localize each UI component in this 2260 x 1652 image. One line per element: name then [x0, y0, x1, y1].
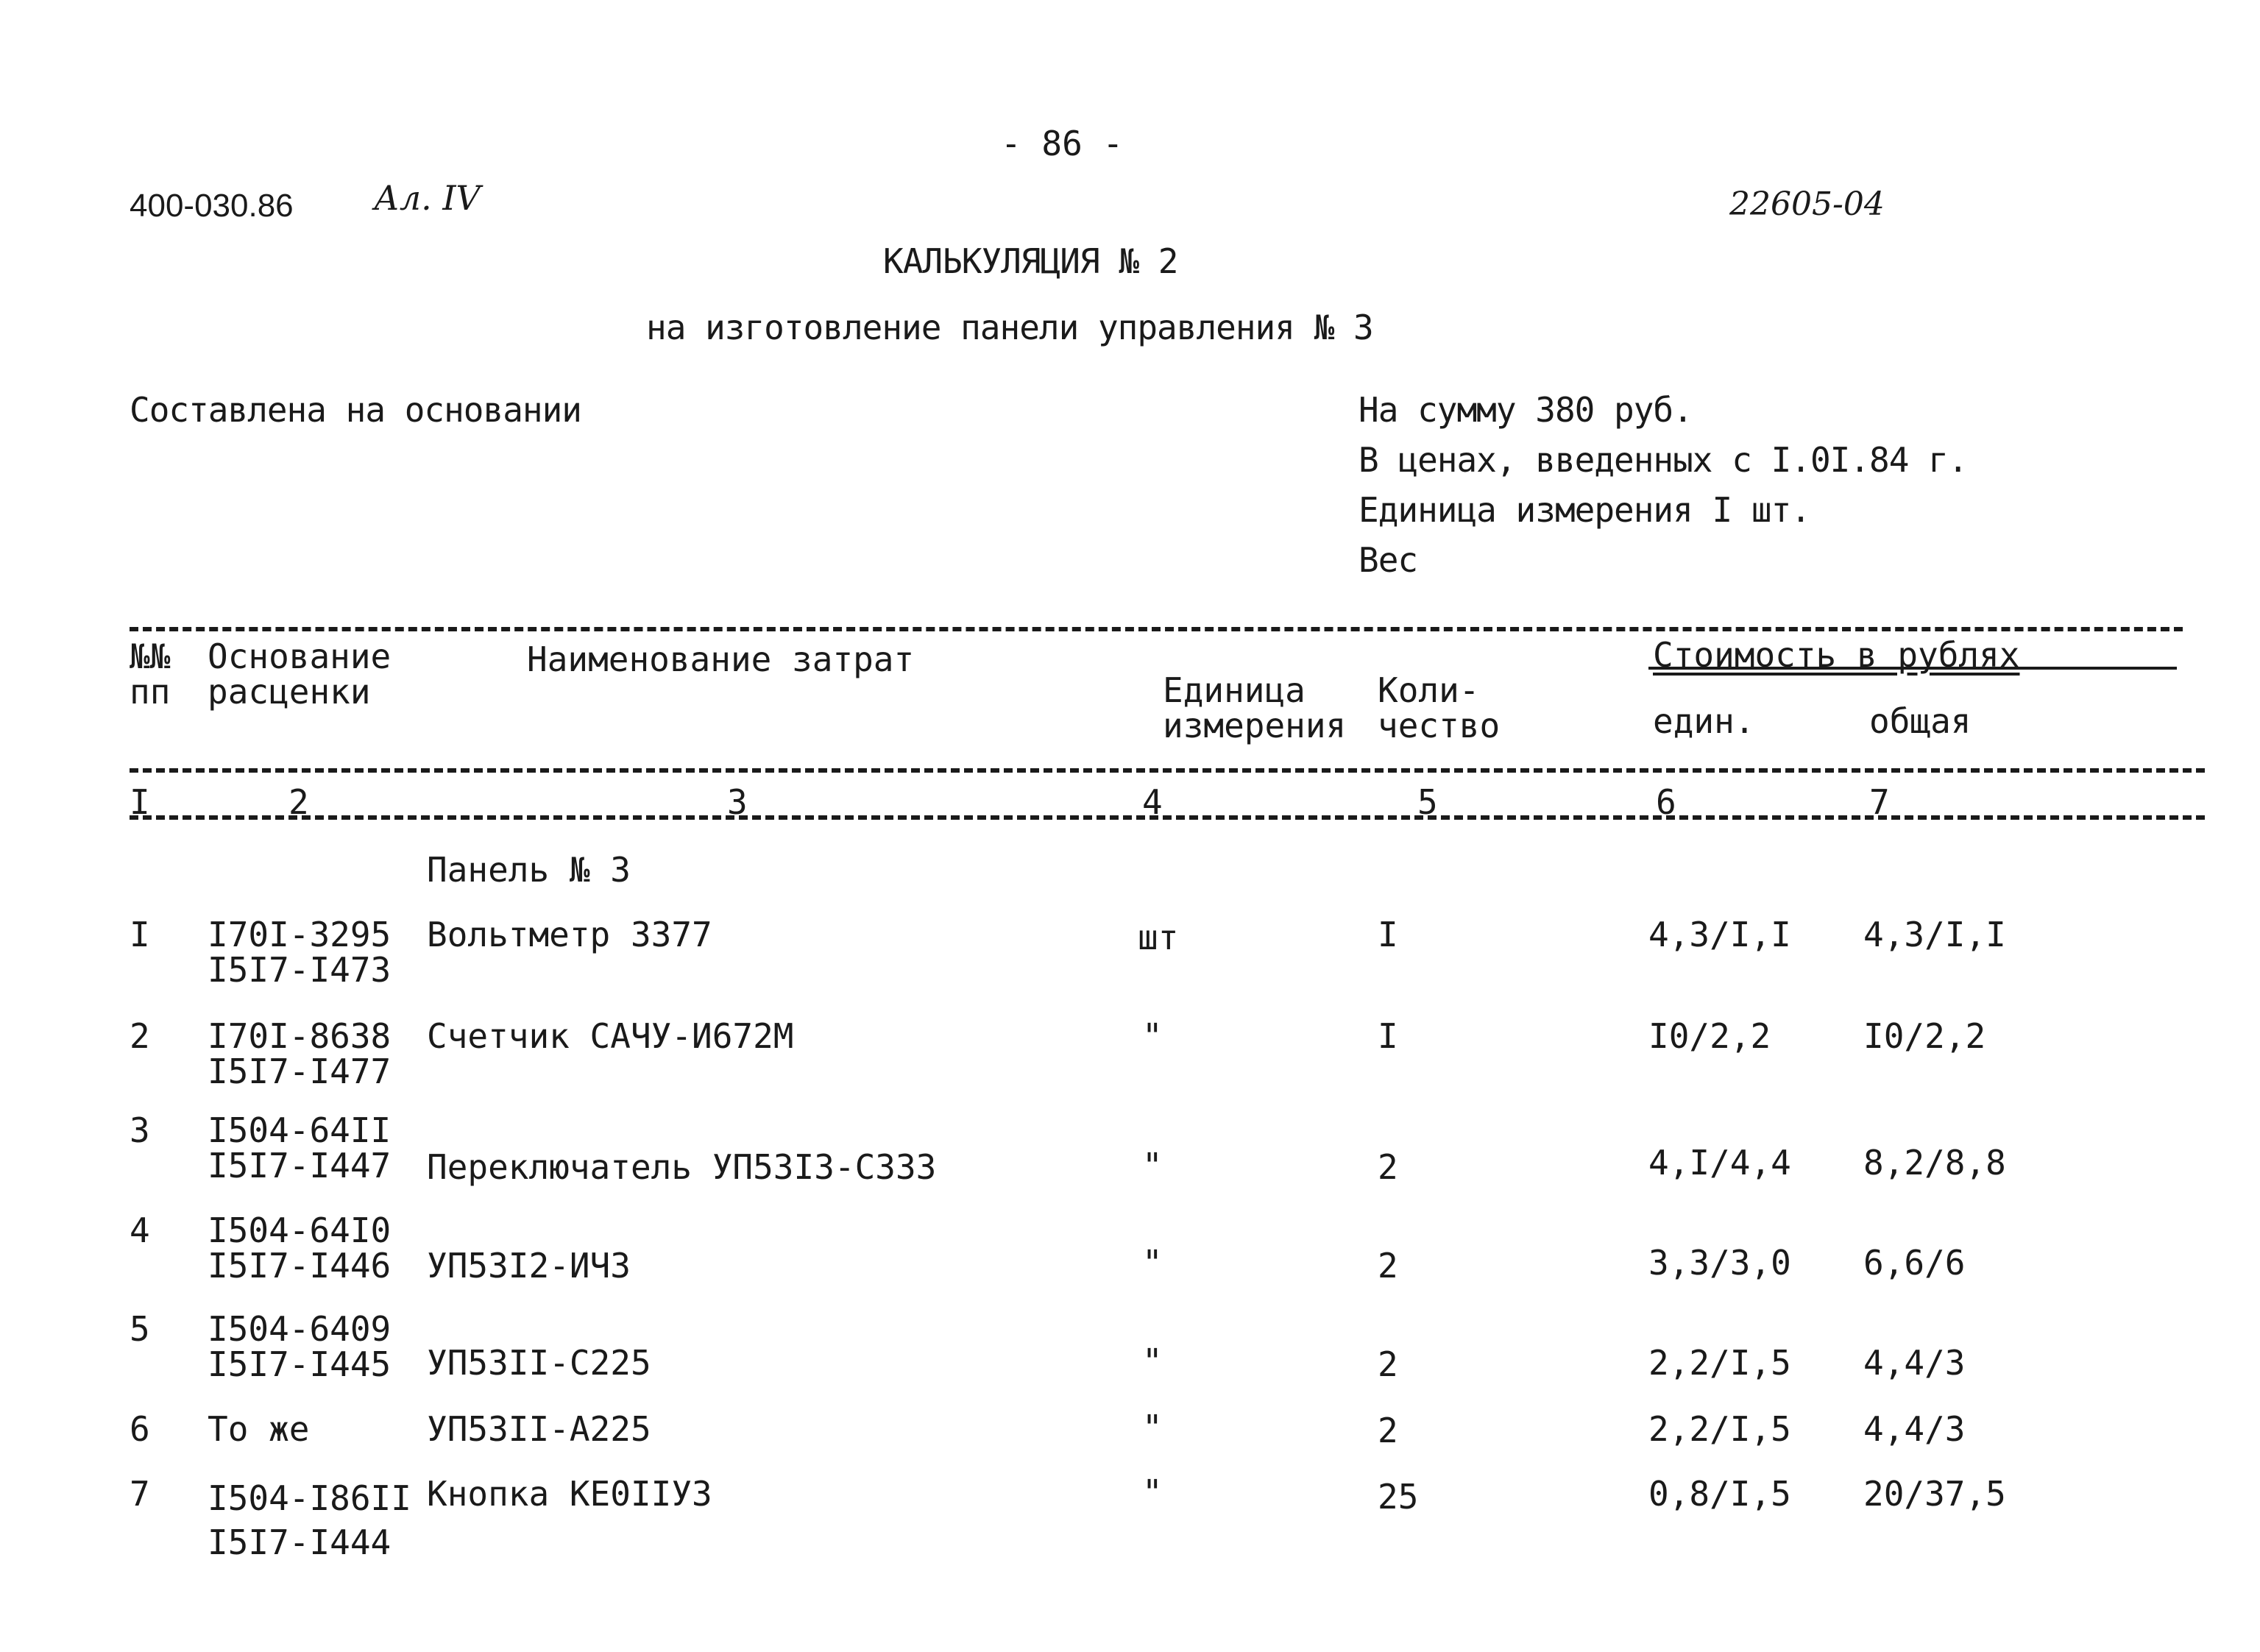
row-total: 4,3/I,I: [1863, 915, 2006, 954]
column-number-4: 4: [1142, 782, 1163, 822]
info-sum: На сумму 380 руб.: [1359, 390, 1693, 430]
info-prices: В ценах, введенных с I.0I.84 г.: [1359, 440, 1968, 480]
column-number-1: I: [130, 782, 150, 822]
table-top-rule: [130, 627, 2183, 631]
row-qty: 2: [1378, 1246, 1398, 1286]
header-cost-unit: един.: [1653, 701, 1755, 741]
row-total: 8,2/8,8: [1863, 1143, 2006, 1183]
header-qty-line2: чество: [1378, 706, 1501, 745]
row-price: 4,3/I,I: [1648, 915, 1791, 954]
row-name: Счетчик САЧУ-И672М: [427, 1016, 794, 1056]
header-basis-line1: Основание: [208, 637, 392, 676]
column-number-6: 6: [1656, 782, 1676, 822]
row-name: Вольтметр 3377: [427, 915, 712, 954]
row-basis: I504-6409 I5I7-I445: [208, 1309, 392, 1384]
row-unit: ": [1142, 1472, 1163, 1512]
column-number-2: 2: [288, 782, 309, 822]
row-basis: I504-I86II I5I7-I444: [208, 1478, 411, 1562]
row-price: 4,I/4,4: [1648, 1143, 1791, 1183]
row-unit: ": [1142, 1341, 1163, 1381]
basis-label: Составлена на основании: [130, 390, 581, 430]
header-num-line2: пп: [130, 672, 171, 712]
document-code: 400-030.86: [130, 188, 294, 224]
row-qty: I: [1378, 1016, 1398, 1056]
row-qty: 25: [1378, 1477, 1419, 1517]
row-price: I0/2,2: [1648, 1016, 1771, 1056]
header-bottom-rule: [130, 768, 2205, 773]
row-basis: I70I-3295 I5I7-I473: [208, 915, 392, 990]
row-qty: I: [1378, 915, 1398, 954]
row-unit: шт: [1138, 918, 1179, 957]
row-unit: ": [1142, 1146, 1163, 1185]
row-unit: ": [1142, 1243, 1163, 1283]
row-price: 0,8/I,5: [1648, 1474, 1791, 1514]
header-cost: Стоимость в рублях: [1653, 635, 2020, 675]
info-unit: Единица измерения I шт.: [1359, 490, 1810, 530]
header-unit-line2: измерения: [1163, 706, 1347, 745]
row-name: УП53II-А225: [427, 1409, 651, 1449]
column-number-7: 7: [1869, 782, 1890, 822]
header-cost-total: общая: [1869, 701, 1972, 741]
row-number: 5: [130, 1309, 150, 1349]
document-subtitle: на изготовление панели управления № 3: [646, 308, 1373, 347]
row-price: 2,2/I,5: [1648, 1409, 1791, 1449]
header-basis-line2: расценки: [208, 672, 371, 712]
header-basis: [208, 637, 392, 712]
row-qty: 2: [1378, 1344, 1398, 1384]
info-weight: Вес: [1359, 540, 1418, 580]
row-price: 2,2/I,5: [1648, 1343, 1791, 1383]
row-number: 3: [130, 1110, 150, 1150]
row-unit: ": [1142, 1408, 1163, 1447]
row-name: УП53I2-ИЧ3: [427, 1246, 631, 1286]
row-price: 3,3/3,0: [1648, 1243, 1791, 1283]
header-qty-line1: Коли-: [1378, 670, 1480, 710]
header-qty: [1378, 670, 1501, 745]
row-qty: 2: [1378, 1411, 1398, 1450]
row-total: 4,4/3: [1863, 1343, 1966, 1383]
row-number: 6: [130, 1409, 150, 1449]
column-number-3: 3: [727, 782, 748, 822]
row-total: 6,6/6: [1863, 1243, 1966, 1283]
header-num: [130, 637, 171, 712]
row-qty: 2: [1378, 1147, 1398, 1187]
column-numbers-rule: [130, 815, 2205, 820]
header-name: Наименование затрат: [527, 639, 915, 679]
row-number: 4: [130, 1210, 150, 1250]
row-total: 4,4/3: [1863, 1409, 1966, 1449]
header-num-line1: №№: [130, 637, 171, 676]
section-title: Панель № 3: [427, 850, 631, 890]
header-unit-line1: Единица: [1163, 670, 1306, 710]
row-basis: То же: [208, 1409, 310, 1449]
row-basis: I70I-8638 I5I7-I477: [208, 1016, 392, 1091]
row-total: I0/2,2: [1863, 1016, 1986, 1056]
row-name: Кнопка КЕ0IIУ3: [427, 1474, 712, 1514]
sheet-mark: Ал. IV: [374, 178, 481, 218]
row-number: I: [130, 915, 150, 954]
handwritten-number: 22605-04: [1729, 185, 1885, 223]
row-total: 20/37,5: [1863, 1474, 2006, 1514]
page-number: - 86 -: [1001, 124, 1124, 163]
row-name: УП53II-С225: [427, 1343, 651, 1383]
row-basis: I504-64II I5I7-I447: [208, 1110, 392, 1185]
row-number: 2: [130, 1016, 150, 1056]
row-unit: ": [1142, 1016, 1163, 1056]
header-unit: [1163, 670, 1347, 745]
row-basis: I504-64I0 I5I7-I446: [208, 1210, 392, 1286]
row-name: Переключатель УП53I3-С333: [427, 1147, 937, 1187]
column-number-5: 5: [1417, 782, 1438, 822]
document-title: КАЛЬКУЛЯЦИЯ № 2: [883, 241, 1178, 281]
row-number: 7: [130, 1474, 150, 1514]
